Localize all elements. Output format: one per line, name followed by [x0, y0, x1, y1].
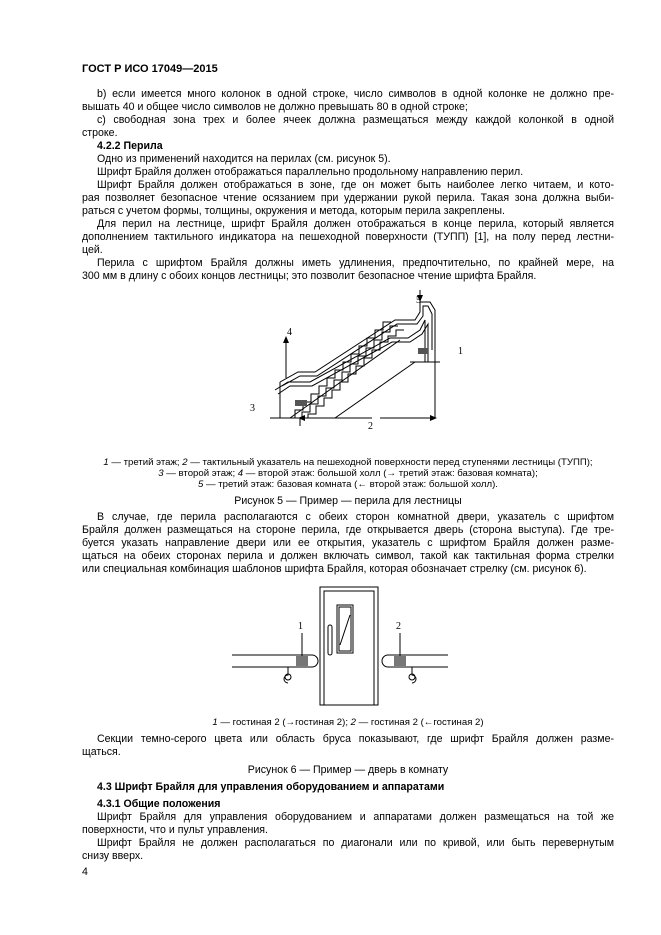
para-door-l1: В случае, где перила располагаются с обеих сторон комнатной двери, указатель с шрифтом: [97, 511, 614, 523]
section-422-p3-l2: рая позволяет безопасное чтение осязанием при удержании рукой перила. Такая зона должна выби-: [82, 192, 614, 204]
fig5-label-4: 4: [287, 327, 292, 338]
tactile-indicators: [295, 348, 428, 406]
para-door-l2: Брайля должен размещаться на стороне перила, где открывается дверь (сторона выступа). Где тре-: [82, 524, 614, 536]
fig5-label-1: 1: [458, 346, 463, 357]
door-figure: [230, 585, 450, 710]
fig6-legend: 1 — гостиная 2 (→гостиная 2); 2 — гостиная 2 (←гостиная 2): [212, 717, 484, 728]
section-422-p2: Шрифт Брайля должен отображаться параллельно продольному направлению перил.: [97, 166, 524, 178]
fig5-label-3: 3: [250, 403, 255, 414]
braille-section-right: [394, 656, 406, 666]
fig6-note-l2: щаться.: [82, 746, 121, 758]
page-number: 4: [82, 866, 88, 878]
section-422-p3-l3: раться с учетом формы, толщины, окружения и метода, которым перила закреплены.: [82, 205, 505, 217]
section-431-p2-l1: Шрифт Брайля не должен располагаться по диагонали или по кривой, или быть перевернутым: [97, 837, 614, 849]
para-b-line1: b) если имеется много колонок в одной строке, число символов в одной колонке не должно пре-: [97, 88, 614, 100]
section-422-p4-l2: дополнением тактильного индикатора на пешеходной поверхности (ТУПП) [1], на полу перед лестни-: [82, 231, 614, 243]
arrowhead-2-right: [430, 415, 437, 421]
braille-section-left: [296, 656, 308, 666]
section-title-431: 4.3.1 Общие положения: [97, 798, 221, 810]
section-title-422: 4.2.2 Перила: [97, 140, 163, 152]
fig6-label-2: 2: [396, 621, 401, 632]
fig5-legend-line2: 3 — второй этаж; 4 — второй этаж: большой холл (→ третий этаж: базовая комната);: [158, 468, 538, 479]
section-431-p1-l1: Шрифт Брайля для управления оборудованием и аппаратами должен размещаться на той же: [97, 811, 614, 823]
tactile-indicator-lower: [295, 400, 307, 406]
section-431-p1-l2: поверхности, что и пульт управления.: [82, 824, 268, 836]
fig6-note-l1: Секции темно-серого цвета или область бруса показывают, где шрифт Брайля должен разме-: [97, 733, 614, 745]
para-door-l5: или специальная комбинация шаблонов шрифта Брайля, которая обозначает стрелку (см. рисунок 6).: [82, 563, 587, 575]
staircase-figure: [240, 290, 480, 440]
section-422-p4-l1: Для перил на лестнице, шрифт Брайля должен отображаться в конце перила, который является: [97, 218, 614, 230]
fig5-legend-line3: 5 — третий этаж: базовая комната (← второй этаж: большой холл).: [198, 479, 498, 490]
fig5-caption: Рисунок 5 — Пример — перила для лестницы: [234, 495, 462, 507]
fig6-label-1: 1: [298, 621, 303, 632]
para-door-l4: щаться на обеих сторонах перила и должен включать символ, такой как тактильная форма стрелки: [82, 550, 614, 562]
door-drawing: [232, 587, 448, 705]
document-header: ГОСТ Р ИСО 17049—2015: [82, 63, 218, 75]
section-422-p1: Одно из применений находится на перилах (см. рисунок 5).: [97, 153, 391, 165]
section-422-p4-l3: цей.: [82, 244, 103, 256]
fig6-caption: Рисунок 6 — Пример — дверь в комнату: [247, 764, 449, 776]
tactile-indicator-upper: [418, 348, 428, 354]
section-422-p5-l2: 300 мм в длину с обоих концов лестницы; это позволит безопасное чтение шрифта Брайля.: [82, 270, 537, 282]
section-title-43: 4.3 Шрифт Брайля для управления оборудованием и аппаратами: [97, 781, 445, 793]
fig5-label-2: 2: [368, 421, 373, 432]
fig5-label-5: 5: [416, 295, 421, 306]
para-c-line1: с) свободная зона трех и более ячеек должна размещаться между каждой колонкой в одной: [97, 114, 614, 126]
section-422-p3-l1: Шрифт Брайля должен отображаться в зоне, где он может быть наиболее легко читаем, и кото-: [97, 179, 614, 191]
para-c-line2: строке.: [82, 127, 118, 139]
para-door-l3: буется указать направление двери или ее открытия, указатель с шрифтом Брайля должен разме-: [82, 537, 614, 549]
section-431-p2-l2: снизу вверх.: [82, 850, 144, 862]
fig5-legend-line1: 1 — третий этаж; 2 — тактильный указатель на пешеходной поверхности перед ступенями лестницы (ТУПП);: [103, 457, 593, 468]
braille-sections: [296, 656, 406, 666]
section-422-p5-l1: Перила с шрифтом Брайля должны иметь удлинения, предпочтительно, по крайней мере, на: [97, 257, 614, 269]
para-b-line2: вышать 40 и общее число символов не должно превышать 80 в одной строке;: [82, 101, 468, 113]
